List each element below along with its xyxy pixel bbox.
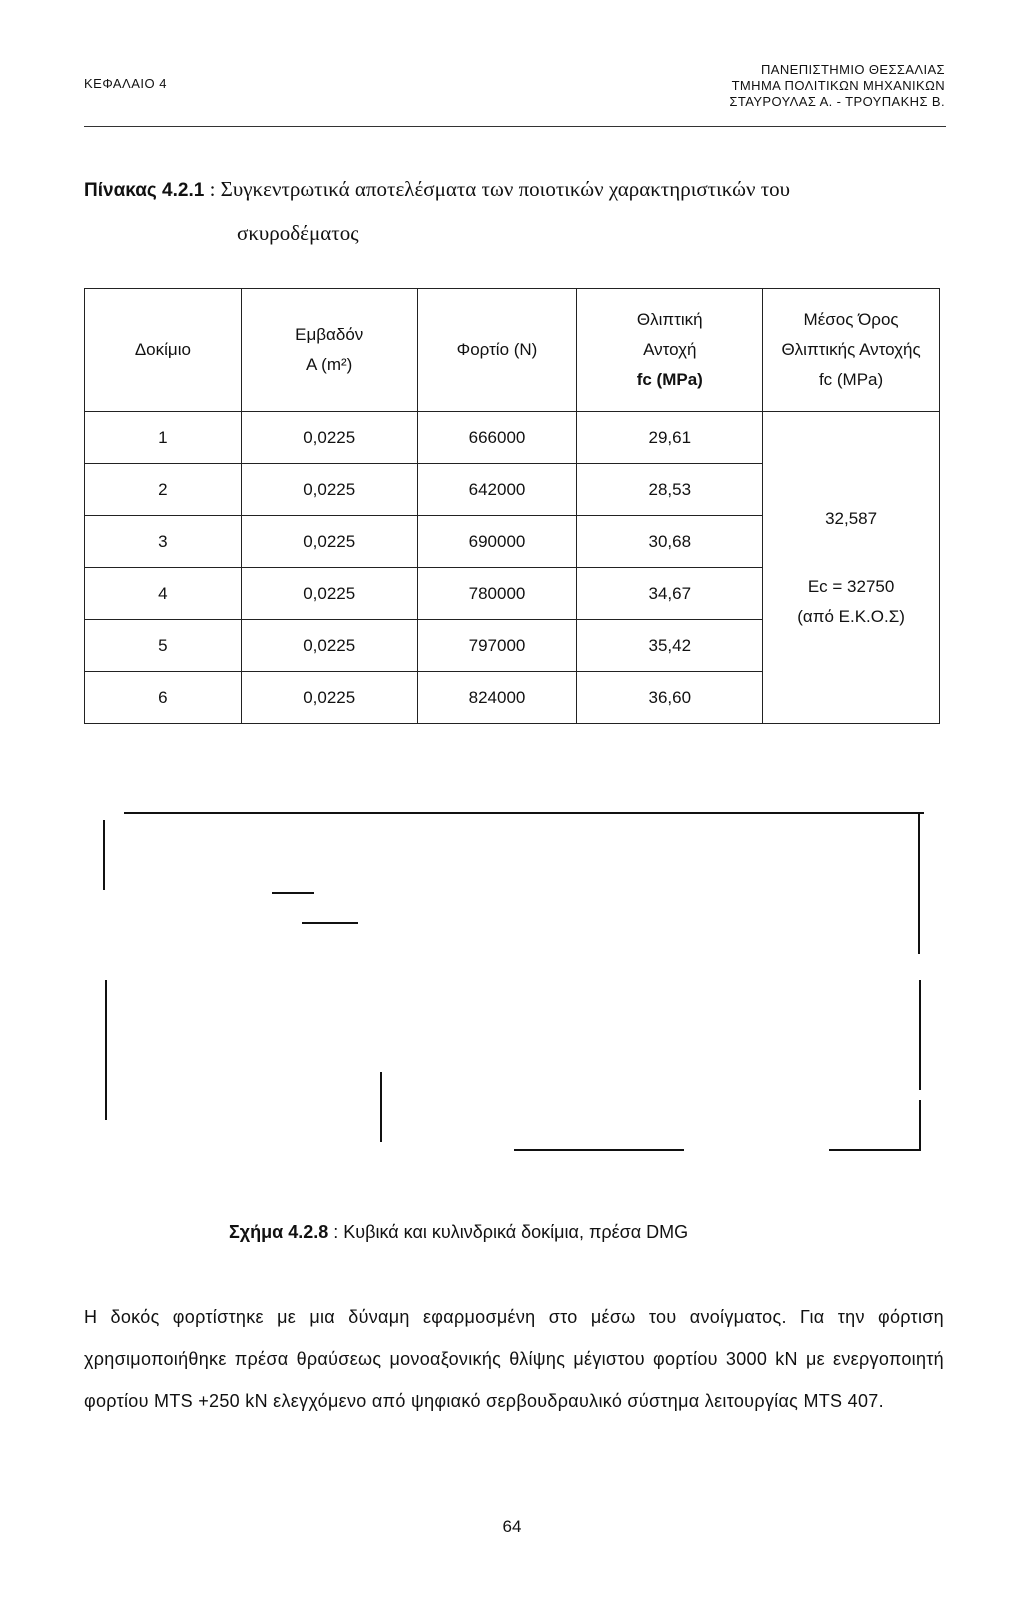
figure-frame-line: [919, 1100, 921, 1150]
figure-frame-line: [124, 812, 924, 814]
figure-caption-label: Σχήμα 4.2.8: [229, 1222, 329, 1242]
results-table: [84, 288, 940, 724]
cell-load: 780000: [417, 568, 577, 620]
ec-source: (από Ε.Κ.Ο.Σ): [797, 606, 905, 626]
ec-value: Ec = 32750: [807, 576, 895, 596]
figure-frame-line: [918, 814, 920, 954]
figure-photo-placeholder: [84, 800, 946, 1180]
header-area-line1: Εμβαδόν: [295, 325, 364, 344]
cell-id: 6: [85, 672, 242, 724]
table-caption-continuation: σκυροδέματος: [237, 221, 359, 245]
figure-caption: [229, 1222, 688, 1243]
cell-area: 0,0225: [241, 412, 417, 464]
figure-frame-line: [103, 820, 105, 890]
figure-frame-line: [105, 980, 107, 1120]
figure-frame-line: [380, 1072, 382, 1142]
cell-id: 5: [85, 620, 242, 672]
cell-strength: 34,67: [577, 568, 763, 620]
cell-strength: 28,53: [577, 464, 763, 516]
cell-load: 666000: [417, 412, 577, 464]
table-row: [85, 412, 940, 464]
figure-frame-line: [272, 892, 314, 894]
figure-caption-text: : Κυβικά και κυλινδρικά δοκίμια, πρέσα DMG: [328, 1222, 689, 1242]
header-strength: [577, 289, 763, 412]
university-name: ΠΑΝΕΠΙΣΤΗΜΙΟ ΘΕΣΣΑΛΙΑΣ: [761, 62, 945, 77]
figure-frame-line: [829, 1149, 921, 1151]
header-load: Φορτίο (N): [417, 289, 577, 412]
chapter-label: ΚΕΦΑΛΑΙΟ 4: [84, 76, 167, 91]
cell-strength: 36,60: [577, 672, 763, 724]
header-area-line2: A (m²): [306, 355, 353, 374]
cell-id: 2: [85, 464, 242, 516]
cell-load: 690000: [417, 516, 577, 568]
header-mean-line1: Μέσος Όρος: [803, 310, 899, 329]
header-area: [241, 289, 417, 412]
cell-load: 824000: [417, 672, 577, 724]
cell-area: 0,0225: [241, 620, 417, 672]
header-specimen: Δοκίμιο: [85, 289, 242, 412]
page-number: 64: [502, 1517, 522, 1536]
header-strength-line3: fc (MPa): [636, 370, 703, 389]
cell-id: 4: [85, 568, 242, 620]
table-caption-label: Πίνακας 4.2.1: [84, 180, 205, 201]
figure-frame-line: [302, 922, 358, 924]
header-institution: [729, 62, 945, 110]
cell-strength: 29,61: [577, 412, 763, 464]
table-caption: [84, 168, 944, 254]
figure-frame-line: [514, 1149, 684, 1151]
cell-area: 0,0225: [241, 464, 417, 516]
cell-strength: 35,42: [577, 620, 763, 672]
header-strength-line2: Αντοχή: [643, 340, 697, 359]
header-mean-line3: fc (MPa): [818, 370, 884, 389]
cell-id: 1: [85, 412, 242, 464]
body-paragraph: Η δοκός φορτίστηκε με μια δύναμη εφαρμοσμένη στο μέσω του ανοίγματος. Για την φόρτιση χρησιμοποιήθηκε πρέσα θραύσεως μονοαξονικής θλίψης μέγιστου φορτίου 3000 kN με ενεργοποιητή φορτίου MTS +250 kN ελεγχόμενο από ψηφιακό σερβουδραυλικό σύστημα λειτουργίας MTS 407.: [84, 1307, 944, 1411]
cell-load: 797000: [417, 620, 577, 672]
table-header-row: [85, 289, 940, 412]
header-mean-line2: Θλιπτικής Αντοχής: [781, 340, 921, 359]
authors-names: ΣΤΑΥΡΟΥΛΑΣ Α. - ΤΡΟΥΠΑΚΗΣ Β.: [729, 94, 945, 109]
mean-value: 32,587: [825, 508, 878, 528]
header-divider: [84, 126, 946, 127]
cell-area: 0,0225: [241, 672, 417, 724]
cell-area: 0,0225: [241, 516, 417, 568]
cell-id: 3: [85, 516, 242, 568]
cell-strength: 30,68: [577, 516, 763, 568]
cell-area: 0,0225: [241, 568, 417, 620]
department-name: ΤΜΗΜΑ ΠΟΛΙΤΙΚΩΝ ΜΗΧΑΝΙΚΩΝ: [731, 78, 945, 93]
header-strength-line1: Θλιπτική: [636, 310, 703, 329]
table-caption-text: : Συγκεντρωτικά αποτελέσματα των ποιοτικών χαρακτηριστικών του: [204, 177, 791, 201]
figure-frame-line: [919, 980, 921, 1090]
cell-load: 642000: [417, 464, 577, 516]
mean-strength-cell: [763, 412, 940, 724]
header-mean: [763, 289, 940, 412]
